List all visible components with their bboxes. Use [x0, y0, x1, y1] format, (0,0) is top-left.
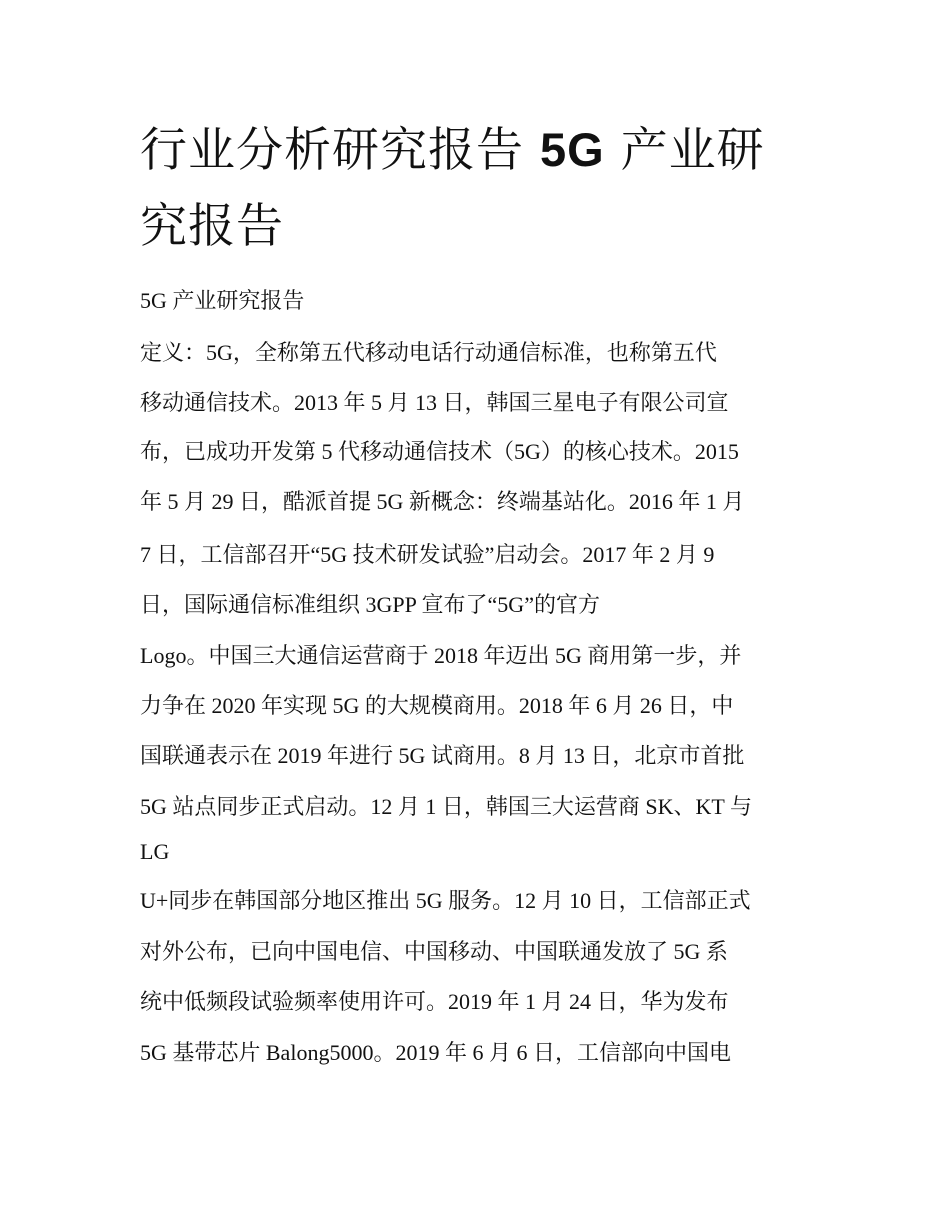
- body-line: 5G 站点同步正式启动。12 月 1 日，韩国三大运营商 SK、KT 与: [140, 794, 752, 819]
- body-line: U+同步在韩国部分地区推出 5G 服务。12 月 10 日，工信部正式: [140, 888, 751, 913]
- body-line: 定义：5G，全称第五代移动电话行动通信标准，也称第五代: [140, 340, 717, 365]
- title-text-bold: 5G: [539, 123, 605, 176]
- title-text-part2: 产业研: [604, 123, 765, 178]
- body-line: 统中低频段试验频率使用许可。2019 年 1 月 24 日，华为发布: [140, 989, 729, 1014]
- body-line: 力争在 2020 年实现 5G 的大规模商用。2018 年 6 月 26 日，中: [140, 693, 734, 718]
- body-line: Logo。中国三大通信运营商于 2018 年迈出 5G 商用第一步，并: [140, 643, 742, 668]
- document-title: [140, 112, 820, 265]
- body-line: 年 5 月 29 日，酷派首提 5G 新概念：终端基站化。2016 年 1 月: [140, 489, 745, 514]
- title-text-part1: 行业分析研究报告: [140, 123, 540, 178]
- body-line: 布，已成功开发第 5 代移动通信技术（5G）的核心技术。2015: [140, 439, 739, 464]
- body-line: 5G 基带芯片 Balong5000。2019 年 6 月 6 日，工信部向中国电: [140, 1040, 731, 1065]
- title-text-line2: 究报告: [140, 199, 284, 254]
- body-line: 移动通信技术。2013 年 5 月 13 日，韩国三星电子有限公司宣: [140, 390, 729, 415]
- body-line: 7 日，工信部召开“5G 技术研发试验”启动会。2017 年 2 月 9: [140, 542, 715, 567]
- body-line: LG: [140, 839, 170, 864]
- body-line: 日，国际通信标准组织 3GPP 宣布了“5G”的官方: [140, 592, 600, 617]
- body-line: 国联通表示在 2019 年进行 5G 试商用。8 月 13 日，北京市首批: [140, 743, 745, 768]
- body-line: 对外公布，已向中国电信、中国移动、中国联通发放了 5G 系: [140, 939, 728, 964]
- subtitle-line: 5G 产业研究报告: [140, 288, 305, 313]
